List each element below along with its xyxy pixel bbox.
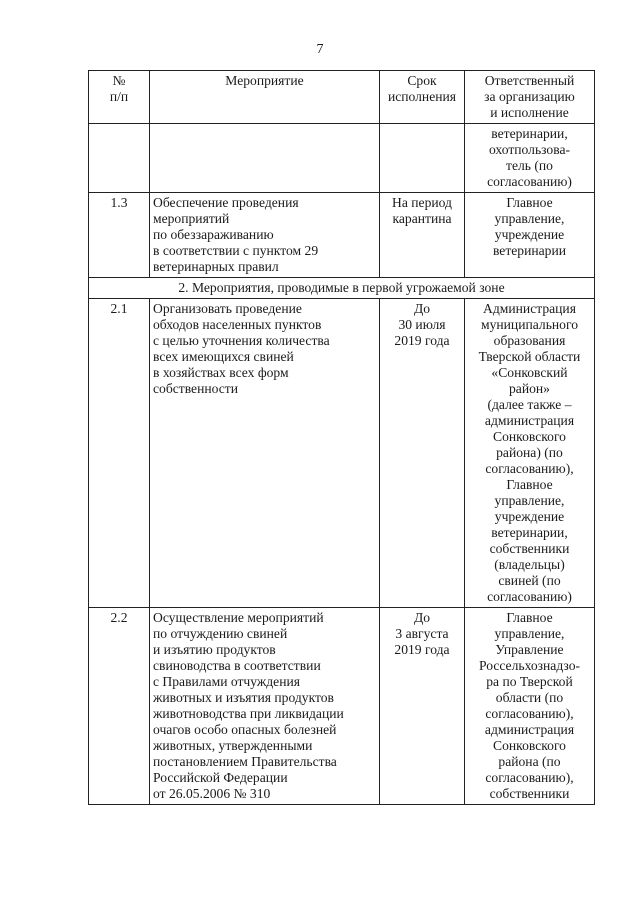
- header-num-line: №: [112, 73, 126, 88]
- table-body: [89, 71, 595, 805]
- row-responsible-line: Главное: [506, 195, 553, 210]
- row-term-line: карантина: [392, 211, 452, 226]
- row-activity: [150, 124, 380, 193]
- row-activity-line: в хозяйствах всех форм: [153, 365, 289, 380]
- row-activity-line: животных и изъятия продуктов: [153, 690, 334, 705]
- row-activity-line: Осуществление мероприятий: [153, 610, 324, 625]
- row-responsible-line: Главное: [506, 477, 553, 492]
- row-responsible-line: муниципального: [480, 317, 578, 332]
- row-term-line: До: [413, 301, 431, 316]
- row-activity-line: животных, утвержденными: [153, 738, 313, 753]
- row-responsible-line: Сонковского: [493, 429, 566, 444]
- row-activity-line: постановлением Правительства: [153, 754, 337, 769]
- row-responsible-line: управление,: [494, 626, 565, 641]
- section-row: [89, 278, 595, 299]
- row-activity-line: Организовать проведение: [153, 301, 302, 316]
- row-responsible-line: администрация: [484, 722, 575, 737]
- header-term: [380, 71, 465, 124]
- row-responsible-line: район»: [509, 381, 550, 396]
- row-number: [89, 124, 150, 193]
- table-header-row: [89, 71, 595, 124]
- row-responsible-line: собственники: [489, 541, 570, 556]
- row-responsible: [465, 299, 595, 608]
- row-activity-line: животноводства при ликвидации: [153, 706, 344, 721]
- row-activity-line: и изъятию продуктов: [153, 642, 276, 657]
- row-responsible-line: ра по Тверской: [486, 674, 573, 689]
- row-term-line: 2019 года: [394, 642, 450, 657]
- row-responsible-line: ветеринарии: [492, 243, 567, 258]
- row-responsible-line: района) (по: [496, 445, 563, 460]
- row-responsible-line: района (по: [498, 754, 561, 769]
- header-responsible-line: и исполнение: [490, 105, 569, 120]
- row-number: 2.2: [89, 608, 150, 805]
- row-activity: [150, 299, 380, 608]
- header-term-line: Срок: [407, 73, 437, 88]
- row-term: [380, 299, 465, 608]
- row-responsible-line: учреждение: [494, 509, 565, 524]
- row-responsible-line: (владельцы): [494, 557, 565, 572]
- row-activity: [150, 608, 380, 805]
- row-activity-line: обходов населенных пунктов: [153, 317, 322, 332]
- header-activity: [150, 71, 380, 124]
- row-responsible-line: управление,: [494, 493, 565, 508]
- row-responsible-line: Тверской области: [478, 349, 581, 364]
- row-responsible-line: Главное: [506, 610, 553, 625]
- row-activity-line: собственности: [153, 381, 239, 396]
- row-term-line: На период: [392, 195, 452, 210]
- row-activity-line: Российской Федерации: [153, 770, 288, 785]
- row-term: [380, 193, 465, 278]
- row-activity-line: с Правилами отчуждения: [153, 674, 301, 689]
- row-activity-line: от 26.05.2006 № 310: [153, 786, 271, 801]
- table-row: [89, 299, 595, 608]
- row-number: 2.1: [89, 299, 150, 608]
- row-activity-line: свиноводства в соответствии: [153, 658, 321, 673]
- row-responsible-line: охотпользова-: [488, 142, 571, 157]
- row-term: [380, 608, 465, 805]
- row-responsible-line: учреждение: [494, 227, 565, 242]
- row-responsible-line: собственники: [489, 786, 570, 801]
- row-responsible-line: Сонковского: [493, 738, 566, 753]
- row-responsible-line: администрация: [484, 413, 575, 428]
- header-num: [89, 71, 150, 124]
- row-responsible-line: Администрация: [483, 301, 576, 316]
- header-responsible-line: за организацию: [484, 89, 575, 104]
- row-responsible-line: свиней (по: [498, 573, 561, 588]
- row-activity-line: ветеринарных правил: [153, 259, 279, 274]
- row-responsible-line: согласованию),: [485, 770, 574, 785]
- row-activity-line: очагов особо опасных болезней: [153, 722, 337, 737]
- row-responsible: [465, 193, 595, 278]
- table-row: [89, 193, 595, 278]
- header-responsible: [465, 71, 595, 124]
- row-activity-line: в соответствии с пунктом 29: [153, 243, 319, 258]
- row-responsible-line: ветеринарии,: [491, 525, 568, 540]
- row-responsible-line: согласованию): [487, 174, 572, 189]
- header-num-line: п/п: [109, 89, 129, 104]
- row-responsible-line: Управление: [495, 642, 564, 657]
- row-term: [380, 124, 465, 193]
- row-responsible-line: управление,: [494, 211, 565, 226]
- row-term-line: 3 августа: [395, 626, 449, 641]
- measures-table: [88, 70, 595, 805]
- row-activity-line: по обеззараживанию: [153, 227, 274, 242]
- row-term-line: 2019 года: [394, 333, 450, 348]
- page-number: 7: [316, 42, 324, 57]
- row-responsible: [465, 124, 595, 193]
- header-responsible-line: Ответственный: [484, 73, 575, 88]
- row-activity-line: с целью уточнения количества: [153, 333, 330, 348]
- row-responsible-line: тель (по: [506, 158, 553, 173]
- row-activity-line: Обеспечение проведения: [153, 195, 299, 210]
- table-row: [89, 124, 595, 193]
- row-activity-line: по отчуждению свиней: [153, 626, 288, 641]
- row-responsible-line: ветеринарии,: [491, 126, 568, 141]
- row-responsible: [465, 608, 595, 805]
- header-term-line: исполнения: [387, 89, 457, 104]
- row-responsible-line: согласованию): [487, 589, 572, 604]
- row-responsible-line: образования: [493, 333, 566, 348]
- row-activity: [150, 193, 380, 278]
- table-row: [89, 608, 595, 805]
- header-activity-line: Мероприятие: [225, 73, 304, 88]
- row-responsible-line: согласованию),: [485, 706, 574, 721]
- row-term-line: До: [413, 610, 431, 625]
- row-term-line: 30 июля: [398, 317, 446, 332]
- row-responsible-line: области (по: [495, 690, 564, 705]
- row-responsible-line: Россельхознадзо-: [478, 658, 581, 673]
- row-activity-line: мероприятий: [153, 211, 230, 226]
- row-responsible-line: (далее также –: [487, 397, 572, 412]
- row-activity-line: всех имеющихся свиней: [153, 349, 294, 364]
- row-responsible-line: «Сонковский: [491, 365, 568, 380]
- section-title: 2. Мероприятия, проводимые в первой угрожаемой зоне: [89, 278, 595, 299]
- row-number: 1.3: [89, 193, 150, 278]
- row-responsible-line: согласованию),: [485, 461, 574, 476]
